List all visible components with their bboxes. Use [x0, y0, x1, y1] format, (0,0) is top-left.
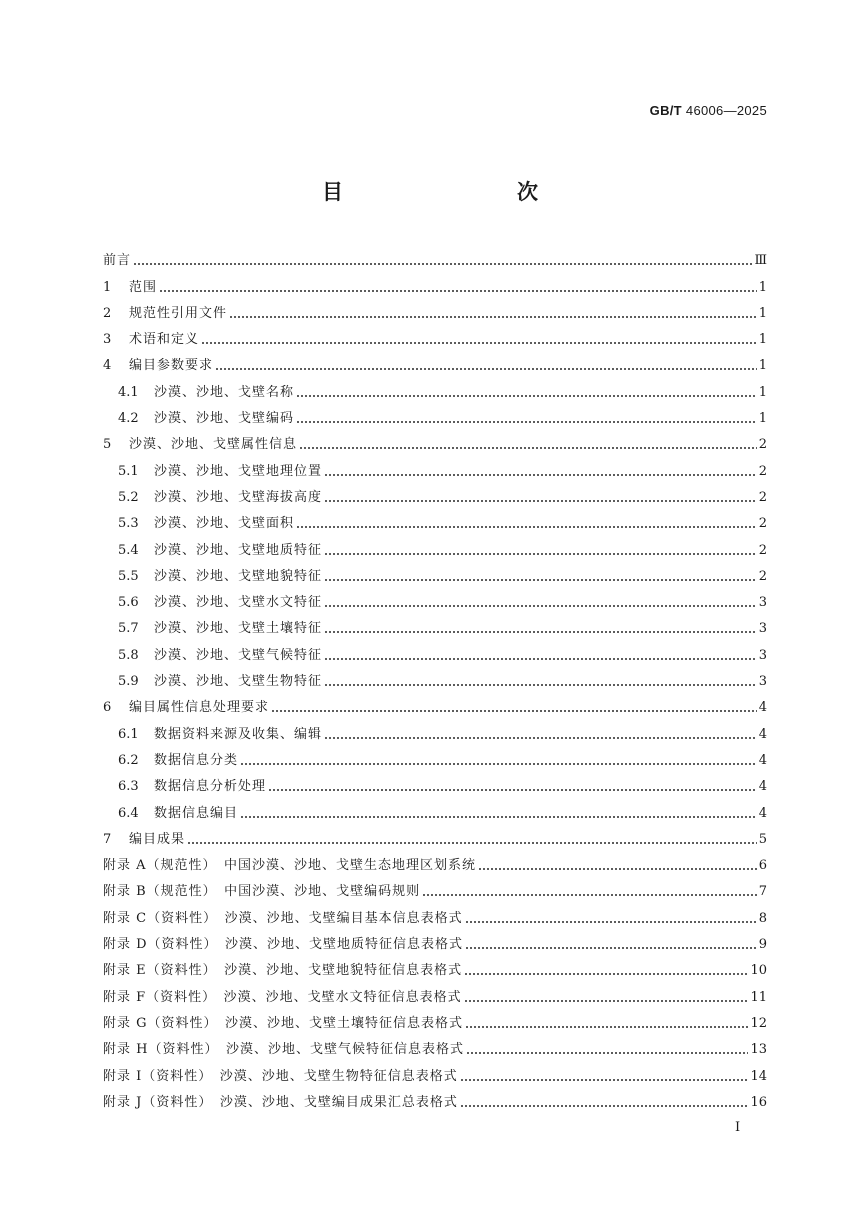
toc-leader-dots — [464, 973, 748, 975]
toc-entry-title: 沙漠、沙地、戈壁生物特征 — [154, 674, 323, 690]
toc-entry[interactable] — [103, 979, 767, 1005]
standard-code — [650, 103, 767, 118]
toc-entry-page: 13 — [750, 1042, 767, 1058]
toc-entry-title: 术语和定义 — [129, 332, 200, 348]
toc-entry-number: 5.1 — [118, 463, 139, 479]
toc-leader-dots — [133, 263, 752, 265]
toc-entry-page: 10 — [750, 963, 767, 979]
toc-entry-title: 沙漠、沙地、戈壁地质特征 — [154, 542, 323, 558]
toc-leader-dots — [465, 1026, 748, 1028]
toc-entry-page: 1 — [758, 411, 767, 427]
toc-entry-number: 5 — [103, 437, 112, 453]
toc-entry-page: 8 — [758, 910, 767, 926]
toc-entry-title: 附录 G（资料性） 沙漠、沙地、戈壁土壤特征信息表格式 — [103, 1015, 464, 1031]
toc-entry-title: 沙漠、沙地、戈壁气候特征 — [154, 647, 323, 663]
toc-entry-page: 1 — [758, 384, 767, 400]
toc-entry-title: 附录 F（资料性） 沙漠、沙地、戈壁水文特征信息表格式 — [103, 989, 462, 1005]
toc-entry-title: 数据信息编目 — [154, 805, 239, 821]
toc-entry-title: 规范性引用文件 — [129, 305, 228, 321]
toc-entry-page: 11 — [750, 989, 767, 1005]
toc-leader-dots — [324, 658, 757, 660]
toc-entry-number: 6.1 — [118, 726, 139, 742]
toc-entry[interactable] — [103, 822, 767, 848]
toc-leader-dots — [240, 763, 757, 765]
toc-entry-title: 沙漠、沙地、戈壁面积 — [154, 516, 295, 532]
toc-leader-dots — [464, 1000, 749, 1002]
toc-entry-page: 3 — [758, 595, 767, 611]
toc-entry-title: 附录 J（资料性） 沙漠、沙地、戈壁编目成果汇总表格式 — [103, 1094, 458, 1110]
toc-entry-page: 16 — [750, 1094, 767, 1110]
toc-entry-title: 沙漠、沙地、戈壁编码 — [154, 411, 295, 427]
toc-entry-title: 数据信息分析处理 — [154, 779, 267, 795]
toc-entry-number: 5.3 — [118, 516, 139, 532]
toc-leader-dots — [296, 421, 757, 423]
toc-entry-page: 2 — [758, 463, 767, 479]
toc-entry-title: 沙漠、沙地、戈壁名称 — [154, 384, 295, 400]
toc-leader-dots — [324, 474, 757, 476]
toc-entry-page: 4 — [758, 700, 767, 716]
toc-entry[interactable] — [103, 611, 767, 637]
toc-leader-dots — [460, 1105, 749, 1107]
toc-entry-number: 5.6 — [118, 595, 139, 611]
toc-entry-title: 附录 I（资料性） 沙漠、沙地、戈壁生物特征信息表格式 — [103, 1068, 458, 1084]
toc-entry-page: Ⅲ — [754, 253, 767, 269]
toc-entry[interactable] — [103, 453, 767, 479]
toc-entry-title: 前言 — [103, 253, 132, 269]
toc-leader-dots — [324, 737, 757, 739]
toc-entry[interactable] — [103, 690, 767, 716]
toc-leader-dots — [187, 842, 757, 844]
toc-entry[interactable] — [103, 795, 767, 821]
toc-entry-title: 编目成果 — [129, 831, 186, 847]
toc-entry[interactable] — [103, 348, 767, 374]
toc-entry-title: 编目属性信息处理要求 — [129, 700, 270, 716]
toc-entry[interactable] — [103, 480, 767, 506]
toc-entry[interactable] — [103, 374, 767, 400]
toc-entry-title: 沙漠、沙地、戈壁水文特征 — [154, 595, 323, 611]
toc-entry-title: 沙漠、沙地、戈壁海拔高度 — [154, 489, 323, 505]
toc-leader-dots — [296, 526, 757, 528]
toc-entry-page: 2 — [758, 489, 767, 505]
toc-leader-dots — [215, 368, 757, 370]
toc-entry-page: 1 — [758, 358, 767, 374]
toc-entry[interactable] — [103, 269, 767, 295]
toc-entry-number: 4.1 — [118, 384, 139, 400]
toc-leader-dots — [465, 947, 757, 949]
toc-entry-number: 6 — [103, 700, 112, 716]
toc-leader-dots — [422, 894, 757, 896]
toc-entry[interactable] — [103, 664, 767, 690]
table-of-contents — [103, 243, 767, 1111]
toc-entry[interactable] — [103, 1058, 767, 1084]
toc-entry-title: 沙漠、沙地、戈壁地理位置 — [154, 463, 323, 479]
toc-entry[interactable] — [103, 1032, 767, 1058]
toc-leader-dots — [324, 631, 757, 633]
toc-entry-page: 3 — [758, 674, 767, 690]
toc-entry-page: 4 — [758, 726, 767, 742]
toc-leader-dots — [229, 316, 757, 318]
toc-entry-number: 7 — [103, 831, 112, 847]
toc-entry-page: 1 — [758, 332, 767, 348]
toc-leader-dots — [465, 921, 757, 923]
toc-entry-number: 5.4 — [118, 542, 139, 558]
toc-entry-page: 7 — [758, 884, 767, 900]
toc-entry[interactable] — [103, 243, 767, 269]
toc-entry-number: 4.2 — [118, 411, 139, 427]
toc-entry[interactable] — [103, 848, 767, 874]
toc-leader-dots — [268, 789, 757, 791]
toc-leader-dots — [460, 1079, 749, 1081]
toc-entry-page: 14 — [750, 1068, 767, 1084]
page-title: 目 次 — [322, 180, 582, 204]
toc-leader-dots — [240, 816, 757, 818]
toc-entry-number: 3 — [103, 332, 112, 348]
toc-entry-title: 附录 D（资料性） 沙漠、沙地、戈壁地质特征信息表格式 — [103, 937, 464, 953]
toc-leader-dots — [466, 1052, 748, 1054]
toc-entry-page: 4 — [758, 805, 767, 821]
toc-entry-page: 6 — [758, 858, 767, 874]
toc-entry-page: 3 — [758, 621, 767, 637]
toc-entry[interactable] — [103, 1006, 767, 1032]
toc-entry-title: 数据信息分类 — [154, 752, 239, 768]
toc-entry[interactable] — [103, 1085, 767, 1111]
toc-leader-dots — [324, 500, 757, 502]
toc-entry[interactable] — [103, 769, 767, 795]
toc-entry-title: 附录 E（资料性） 沙漠、沙地、戈壁地貌特征信息表格式 — [103, 963, 463, 979]
toc-entry-page: 2 — [758, 516, 767, 532]
toc-entry[interactable] — [103, 927, 767, 953]
toc-entry-page: 3 — [758, 647, 767, 663]
toc-entry-page: 12 — [750, 1015, 767, 1031]
page-number: I — [735, 1120, 741, 1135]
toc-leader-dots — [324, 684, 757, 686]
toc-entry-page: 4 — [758, 779, 767, 795]
toc-entry-number: 5.7 — [118, 621, 139, 637]
toc-entry-title: 范围 — [129, 279, 158, 295]
toc-entry-title: 沙漠、沙地、戈壁地貌特征 — [154, 568, 323, 584]
standard-prefix: GB/T — [649, 103, 682, 118]
toc-leader-dots — [324, 605, 757, 607]
toc-leader-dots — [324, 553, 757, 555]
toc-entry-title: 附录 B（规范性） 中国沙漠、沙地、戈壁编码规则 — [103, 884, 421, 900]
toc-entry-title: 附录 H（资料性） 沙漠、沙地、戈壁气候特征信息表格式 — [103, 1042, 464, 1058]
toc-entry-title: 附录 C（资料性） 沙漠、沙地、戈壁编目基本信息表格式 — [103, 910, 463, 926]
toc-entry-number: 5.9 — [118, 674, 139, 690]
toc-leader-dots — [296, 395, 757, 397]
toc-entry-number: 6.4 — [118, 805, 139, 821]
toc-entry-number: 6.3 — [118, 779, 139, 795]
toc-entry-title: 数据资料来源及收集、编辑 — [154, 726, 323, 742]
toc-entry[interactable] — [103, 874, 767, 900]
toc-entry-page: 2 — [758, 542, 767, 558]
toc-entry-number: 5.5 — [118, 568, 139, 584]
toc-entry[interactable] — [103, 559, 767, 585]
toc-entry-page: 2 — [758, 437, 767, 453]
toc-entry[interactable] — [103, 743, 767, 769]
toc-entry[interactable] — [103, 296, 767, 322]
toc-entry-number: 5.2 — [118, 489, 139, 505]
toc-entry[interactable] — [103, 532, 767, 558]
toc-entry-title: 编目参数要求 — [129, 358, 214, 374]
toc-leader-dots — [299, 447, 757, 449]
toc-entry[interactable] — [103, 900, 767, 926]
toc-entry-number: 6.2 — [118, 752, 139, 768]
toc-leader-dots — [201, 342, 757, 344]
toc-entry-number: 2 — [103, 305, 112, 321]
toc-entry-number: 5.8 — [118, 647, 139, 663]
toc-entry[interactable] — [103, 953, 767, 979]
toc-leader-dots — [324, 579, 757, 581]
toc-entry-page: 1 — [758, 279, 767, 295]
toc-entry[interactable] — [103, 637, 767, 663]
toc-entry-number: 4 — [103, 358, 112, 374]
toc-entry-number: 1 — [103, 279, 112, 295]
toc-entry[interactable] — [103, 322, 767, 348]
toc-entry-title: 沙漠、沙地、戈壁属性信息 — [129, 437, 298, 453]
toc-entry-page: 4 — [758, 752, 767, 768]
toc-entry-page: 2 — [758, 568, 767, 584]
toc-leader-dots — [478, 868, 757, 870]
standard-number: 46006—2025 — [685, 103, 767, 118]
toc-entry[interactable] — [103, 401, 767, 427]
toc-entry-page: 5 — [758, 831, 767, 847]
toc-entry-page: 9 — [758, 937, 767, 953]
toc-entry[interactable] — [103, 585, 767, 611]
toc-entry-page: 1 — [758, 305, 767, 321]
toc-entry[interactable] — [103, 716, 767, 742]
toc-leader-dots — [159, 290, 757, 292]
toc-leader-dots — [271, 710, 757, 712]
toc-entry-title: 沙漠、沙地、戈壁土壤特征 — [154, 621, 323, 637]
toc-entry[interactable] — [103, 427, 767, 453]
toc-entry[interactable] — [103, 506, 767, 532]
toc-entry-title: 附录 A（规范性） 中国沙漠、沙地、戈壁生态地理区划系统 — [103, 858, 477, 874]
